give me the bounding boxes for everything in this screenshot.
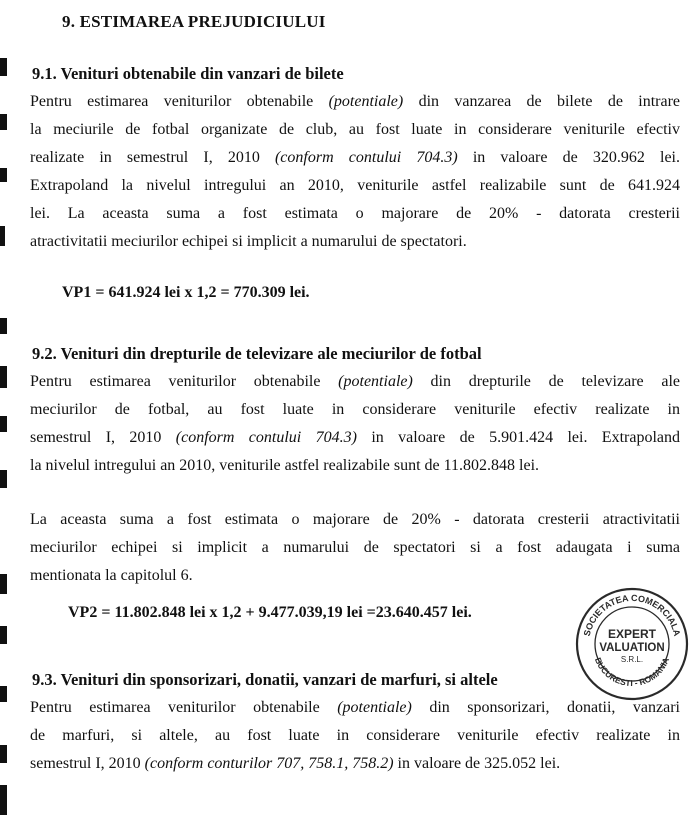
company-stamp: [573, 585, 691, 703]
scan-mark: [0, 114, 7, 130]
text-line: semestrul I, 2010 (conform conturilor 707, 758.1, 758.2) in valoare de 325.052 lei.: [30, 755, 561, 772]
stamp-ring-bottom: BUCURESTI - ROMANIA: [592, 656, 672, 689]
text-line: la nivelul intregului an 2010, veniturile astfel realizabile sunt de 11.802.848 lei.: [30, 457, 540, 474]
section-paragraph-9-3: [30, 694, 680, 778]
text-line: La aceasta suma a fost estimata o majorare de 20% - datorata cresterii atractivitatii: [30, 511, 680, 528]
scan-mark: [0, 318, 7, 334]
text-line: la meciurile de fotbal organizate de club, au fost luate in considerare veniturile efectiv: [30, 121, 680, 138]
text-line: meciurilor de fotbal, au fost luate in considerare veniturile efectiv realizate in: [30, 401, 680, 418]
scan-mark: [0, 745, 7, 763]
text-line: Pentru estimarea veniturilor obtenabile (potentiale) din sponsorizari, donatii, vanzari: [30, 699, 680, 716]
text-line: Extrapoland la nivelul intregului an 2010, veniturile astfel realizabile sunt de 641.924: [30, 177, 680, 194]
section-heading-9-2: 9.2. Venituri din drepturile de televizare ale meciurilor de fotbal: [32, 344, 482, 363]
scan-mark: [0, 58, 7, 76]
text-line: realizate in semestrul I, 2010 (conform contului 704.3) in valoare de 320.962 lei.: [30, 149, 680, 166]
stamp-ring-top: SOCIETATEA COMERCIALA: [581, 592, 683, 638]
section-paragraph-9-2: [30, 368, 680, 480]
scan-mark: [0, 366, 7, 388]
stamp-line-3: S.R.L.: [620, 655, 644, 664]
text-line: semestrul I, 2010 (conform contului 704.3) in valoare de 5.901.424 lei. Extrapoland: [30, 429, 681, 446]
section-paragraph-9-1: [30, 88, 680, 256]
stamp-line-1: EXPERT: [607, 627, 657, 641]
scan-mark: [0, 416, 7, 432]
stamp-line-2: VALUATION: [599, 642, 665, 654]
formula-vp2: VP2 = 11.802.848 lei x 1,2 + 9.477.039,19 lei =23.640.457 lei.: [68, 604, 472, 621]
section-heading-9-1: 9.1. Venituri obtenabile din vanzari de bilete: [32, 64, 344, 83]
scan-mark: [0, 226, 5, 246]
scan-mark: [0, 785, 7, 815]
text-line: lei. La aceasta suma a fost estimata o majorare de 20% - datorata cresterii: [30, 205, 680, 222]
text-line: Pentru estimarea veniturilor obtenabile (potentiale) din drepturile de televizare ale: [30, 373, 681, 390]
text-line: meciurilor echipei si implicit a numarului de spectatori si a fost adaugata i suma: [30, 539, 680, 556]
scan-mark: [0, 168, 7, 182]
scan-mark: [0, 686, 7, 702]
scan-mark: [0, 470, 7, 488]
section-paragraph-9-2-cont: [30, 506, 680, 590]
text-line: mentionata la capitolul 6.: [30, 567, 193, 584]
text-line: de marfuri, si altele, au fost luate in considerare veniturile efectiv realizate in: [30, 727, 680, 744]
section-heading-9-3: 9.3. Venituri din sponsorizari, donatii, vanzari de marfuri, si altele: [32, 670, 498, 689]
text-line: Pentru estimarea veniturilor obtenabile (potentiale) din vanzarea de bilete de intrare: [30, 93, 681, 110]
page-title: 9. ESTIMAREA PREJUDICIULUI: [62, 12, 326, 31]
scan-mark: [0, 626, 7, 644]
scan-mark: [0, 574, 7, 594]
formula-vp1: VP1 = 641.924 lei x 1,2 = 770.309 lei.: [62, 284, 310, 301]
text-line: atractivitatii meciurilor echipei si implicit a numarului de spectatori.: [30, 233, 467, 250]
